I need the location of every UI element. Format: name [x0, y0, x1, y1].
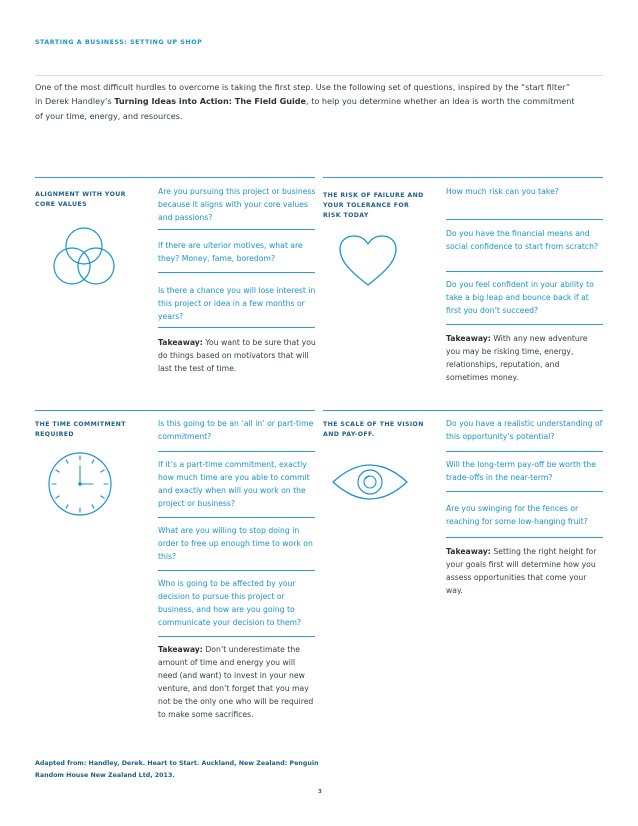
section-label-line: AND PAY-OFF. — [323, 431, 375, 438]
question-divider — [446, 219, 603, 220]
question-divider — [446, 451, 603, 452]
takeaway-text — [446, 332, 604, 384]
eye-icon — [330, 454, 410, 510]
takeaway-text — [446, 545, 604, 597]
question-item: If there are ulterior motives, what are they? Money, fame, boredom? — [158, 241, 303, 263]
intro-paragraph — [35, 80, 575, 123]
intro-text-after: , to help you determine whether an idea is worth the commitment of your time, energy, and resources. — [35, 96, 575, 121]
clock-icon — [44, 448, 116, 520]
section-label-line: YOUR TOLERANCE FOR — [323, 202, 410, 209]
question-divider — [158, 272, 315, 273]
question-item: Is this going to be an ‘all in’ or part-time commitment? — [158, 419, 314, 441]
question-item: Will the long-term pay-off be worth the trade-offs in the near-term? — [446, 460, 596, 482]
question-item: Are you swinging for the fences or reaching for some low-hanging fruit? — [446, 504, 588, 526]
question-divider — [158, 636, 315, 637]
question-item: If it’s a part-time commitment, exactly how much time are you able to commit and exactly when will you work on the project or business? — [158, 460, 310, 508]
question-divider — [446, 324, 603, 325]
question-item: Do you have a realistic understanding of this opportunity’s potential? — [446, 419, 603, 441]
takeaway-label: Takeaway: — [446, 334, 491, 343]
question-divider — [158, 517, 315, 518]
section-label-risk — [323, 191, 424, 221]
takeaway-label: Takeaway: — [446, 547, 491, 556]
section-label-time — [35, 420, 126, 440]
section-label-line: ALIGNMENT WITH YOUR — [35, 191, 126, 198]
intro-text-before: One of the most difficult hurdles to overcome is taking the first step. Use the following set of questions, inspired by the “start filter” in Derek Handley’s — [35, 82, 571, 107]
section-top-rule — [323, 177, 603, 178]
takeaway-text — [158, 336, 316, 375]
section-label-alignment — [35, 190, 126, 210]
section-label-line: RISK TODAY — [323, 212, 369, 219]
takeaway-text — [158, 643, 316, 721]
takeaway-body: Don’t underestimate the amount of time and energy you will need (and want) to invest in your new venture, and don’t forget that you may not be the only one who will be required to make some sacrifices. — [158, 645, 314, 719]
intro-book-title: Turning Ideas into Action: The Field Guide — [114, 96, 307, 107]
section-label-vision — [323, 420, 424, 440]
question-divider — [446, 537, 603, 538]
venn-icon — [45, 222, 123, 294]
question-item: Are you pursuing this project or business because it aligns with your core values and passions? — [158, 187, 316, 222]
question-item: Do you have the financial means and social confidence to start from scratch? — [446, 229, 599, 251]
question-divider — [158, 327, 315, 328]
heart-icon — [336, 233, 400, 289]
section-label-line: THE RISK OF FAILURE AND — [323, 192, 424, 199]
takeaway-body: With any new adventure you may be risking time, energy, relationships, reputation, and sometimes money. — [446, 334, 588, 382]
section-label-line: THE SCALE OF THE VISION — [323, 421, 424, 428]
section-top-rule — [35, 177, 315, 178]
page-number: 3 — [318, 789, 322, 795]
question-divider — [158, 229, 315, 230]
question-divider — [158, 451, 315, 452]
question-item: Who is going to be affected by your decision to pursue this project or business, and how are you going to communicate your decision to them? — [158, 579, 302, 627]
takeaway-label: Takeaway: — [158, 338, 203, 347]
question-divider — [158, 570, 315, 571]
section-label-line: CORE VALUES — [35, 201, 87, 208]
question-item: Is there a chance you will lose interest in this project or idea in a few months or years? — [158, 286, 316, 321]
source-citation: Adapted from: Handley, Derek. Heart to Start. Auckland, New Zealand: Penguin Random House New Zealand Ltd, 2013. — [35, 760, 319, 779]
page-header-label: STARTING A BUSINESS: SETTING UP SHOP — [35, 39, 203, 46]
section-top-rule — [35, 410, 315, 411]
section-label-line: REQUIRED — [35, 431, 74, 438]
takeaway-body: You want to be sure that you do things based on motivators that will last the test of time. — [158, 338, 316, 373]
question-item: Do you feel confident in your ability to take a big leap and bounce back if at first you don’t succeed? — [446, 280, 594, 315]
section-label-line: THE TIME COMMITMENT — [35, 421, 126, 428]
section-top-rule — [323, 410, 603, 411]
question-divider — [446, 491, 603, 492]
question-divider — [446, 271, 603, 272]
question-item: What are you willing to stop doing in order to free up enough time to work on this? — [158, 526, 313, 561]
header-divider — [35, 75, 603, 76]
takeaway-label: Takeaway: — [158, 645, 203, 654]
question-item: How much risk can you take? — [446, 187, 559, 196]
takeaway-body: Setting the right height for your goals first will determine how you assess opportunities that come your way. — [446, 547, 597, 595]
